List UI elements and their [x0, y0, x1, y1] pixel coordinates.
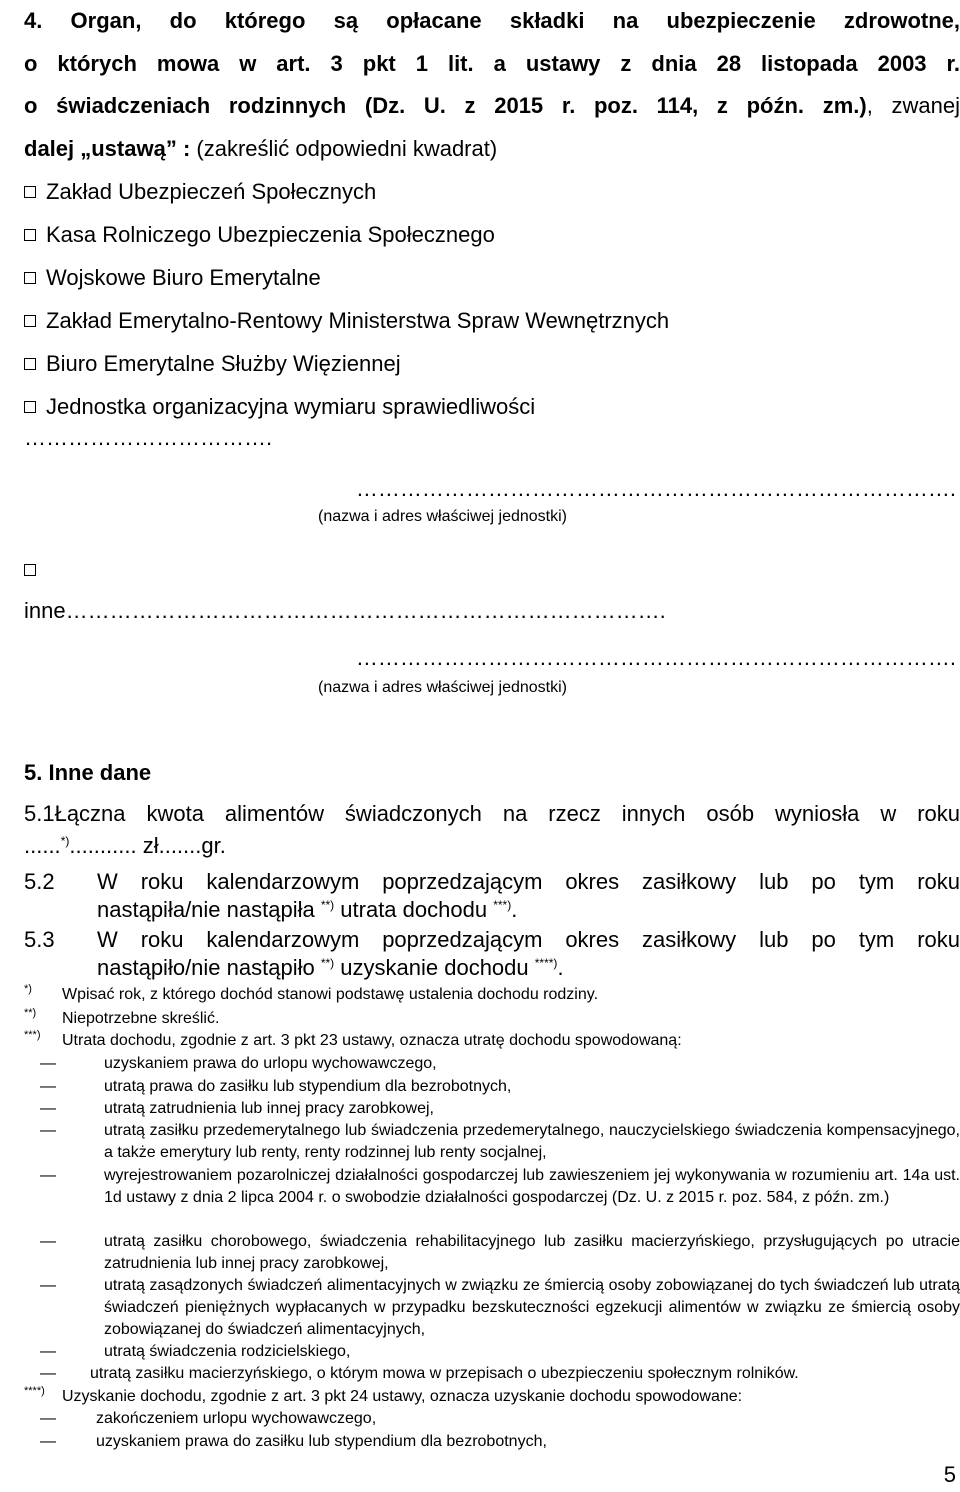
- footnote-3-item: — wyrejestrowaniem pozarolniczej działalności gospodarczej lub zawieszeniem jej wykonywania w rozumieniu art. 14a ust. 1d ustawy z dnia 2 lipca 2004 r. o swobodzie działalności gospodarczej (Dz. U. z 2015 r. poz. 584, z późn. zm.): [40, 1167, 960, 1206]
- section-5-heading: 5. Inne dane: [24, 760, 152, 785]
- fill-line-long[interactable]: ……………………………………………………………………….: [355, 476, 956, 501]
- section-4: [24, 0, 960, 428]
- footnote-3-item: — utratą zasądzonych świadczeń alimentacyjnych w związku ze śmiercią osoby zobowiązanej do tych świadczeń lub utratą świadczeń pieniężnych wypłacanych w przypadku bezskuteczności egzekucji alimentów w związku ze śmiercią osoby zobowiązanej do świadczeń alimentacyjnych,: [40, 1277, 960, 1338]
- footnote-4-item: — uzyskaniem prawa do zasiłku lub stypendium dla bezrobotnych,: [40, 1433, 547, 1450]
- option-wbe[interactable]: Wojskowe Biuro Emerytalne: [24, 256, 960, 299]
- footnote-3-item: — utratą zatrudnienia lub innej pracy zarobkowej,: [40, 1100, 434, 1117]
- section-4-title-line-2: o których mowa w art. 3 pkt 1 lit. a ustawy z dnia 28 listopada 2003 r.: [24, 50, 960, 76]
- caption-unit-name-2: (nazwa i adres właściwej jednostki): [318, 679, 567, 696]
- footnote-3-item: — utratą zasiłku chorobowego, świadczenia rehabilitacyjnego lub zasiłku macierzyńskiego, przysługujących po utracie zatrudnienia lub innej pracy zarobkowej,: [40, 1233, 960, 1272]
- option-inne-checkbox[interactable]: [24, 564, 36, 582]
- fill-line-short[interactable]: …………………………….: [24, 425, 273, 450]
- fill-line-long-2[interactable]: ……………………………………………………………………….: [355, 645, 956, 670]
- section-4-title-line-1: 4. Organ, do którego są opłacane składki na ubezpieczenie zdrowotne,: [24, 8, 960, 33]
- footnote-3-item: — uzyskaniem prawa do urlopu wychowawczego,: [40, 1055, 437, 1072]
- option-zer-mswia[interactable]: Zakład Emerytalno-Rentowy Ministerstwa Spraw Wewnętrznych: [24, 299, 960, 342]
- paragraph-5-2: 5.2 W roku kalendarzowym poprzedzającym okres zasiłkowy lub po tym roku nastąpiła/nie nastąpiła **) utrata dochodu ***).: [24, 869, 960, 922]
- footnote-3-item: — utratą prawa do zasiłku lub stypendium dla bezrobotnych,: [40, 1078, 512, 1095]
- footnote-4: ****) Uzyskanie dochodu, zgodnie z art. 3 pkt 24 ustawy, oznacza uzyskanie dochodu spowodowane:: [24, 1385, 743, 1405]
- footnote-2: **) Niepotrzebne skreślić.: [24, 1007, 220, 1027]
- footnote-3-item: — utratą zasiłku przedemerytalnego lub świadczenia przedemerytalnego, nauczycielskiego świadczenia kompensacyjnego, a także emerytury lub renty, renty rodzinnej lub renty socjalnej,: [40, 1122, 960, 1161]
- option-jednostka-wymiaru-sprawiedliwosci[interactable]: Jednostka organizacyjna wymiaru sprawiedliwości: [24, 385, 960, 428]
- footnote-1: *) Wpisać rok, z którego dochód stanowi podstawę ustalenia dochodu rodziny.: [24, 983, 599, 1003]
- footnote-3-item: — utratą świadczenia rodzicielskiego,: [40, 1343, 351, 1360]
- paragraph-5-3: 5.3 W roku kalendarzowym poprzedzającym okres zasiłkowy lub po tym roku nastąpiło/nie nastąpiło **) uzyskanie dochodu ****).: [24, 927, 960, 980]
- checkbox[interactable]: [24, 564, 36, 576]
- footnote-3: ***) Utrata dochodu, zgodnie z art. 3 pkt 23 ustawy, oznacza utratę dochodu spowodowaną:: [24, 1029, 682, 1049]
- footnote-3-item: — utratą zasiłku macierzyńskiego, o którym mowa w przepisach o ubezpieczeniu społecznym rolników.: [40, 1365, 799, 1382]
- checkbox[interactable]: [24, 358, 36, 370]
- checkbox[interactable]: [24, 401, 36, 413]
- checkbox[interactable]: [24, 186, 36, 198]
- paragraph-5-1: 5.1Łączna kwota alimentów świadczonych na rzecz innych osób wyniosła w roku ......*)........... zł.......gr.: [24, 801, 960, 858]
- option-zus[interactable]: Zakład Ubezpieczeń Społecznych: [24, 170, 960, 213]
- option-inne-line[interactable]: inne……………………………………………………………………….: [24, 598, 666, 623]
- section-4-title-line-3: o świadczeniach rodzinnych (Dz. U. z 2015 r. poz. 114, z późn. zm.), zwanej: [24, 93, 960, 118]
- option-besw[interactable]: Biuro Emerytalne Służby Więziennej: [24, 342, 960, 385]
- section-4-title-line-4: dalej „ustawą” : (zakreślić odpowiedni kwadrat): [24, 135, 498, 161]
- checkbox[interactable]: [24, 315, 36, 327]
- page-number: 5: [943, 1462, 956, 1487]
- option-krus[interactable]: Kasa Rolniczego Ubezpieczenia Społecznego: [24, 213, 960, 256]
- caption-unit-name: (nazwa i adres właściwej jednostki): [318, 508, 567, 525]
- footnote-4-item: — zakończeniem urlopu wychowawczego,: [40, 1410, 377, 1427]
- checkbox[interactable]: [24, 272, 36, 284]
- checkbox[interactable]: [24, 229, 36, 241]
